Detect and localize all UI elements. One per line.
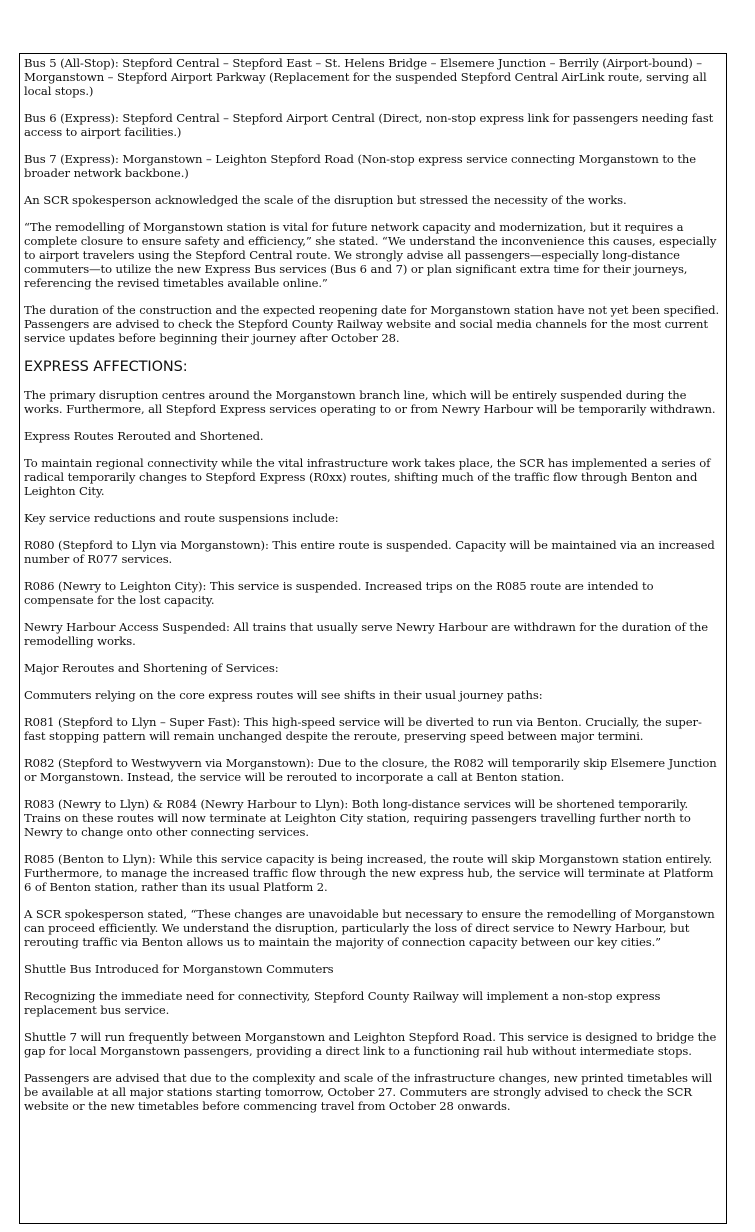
route-r083-r084: R083 (Newry to Llyn) & R084 (Newry Harbour to Llyn): Both long-distance services will be shortened temporarily. Trains on these routes will now terminate at Leighton City station, requiring passengers travelling further north to Newry to change onto other connecting services. (24, 797, 691, 839)
route-r082: R082 (Stepford to Westwyvern via Morganstown): Due to the closure, the R082 will temporarily skip Elsemere Junction or Morganstown. Instead, the service will be rerouted to incorporate a call at Benton station. (24, 756, 717, 784)
subheading-major-reroutes: Major Reroutes and Shortening of Services: (24, 661, 279, 675)
bus-5-route: Bus 5 (All-Stop): Stepford Central – Stepford East – St. Helens Bridge – Elsemere Junction – Berrily (Airport-bound) – Morganstown – Stepford Airport Parkway (Replacement for the suspended Stepford Central AirLink route, serving all local stops.) (24, 56, 707, 98)
subheading-rerouted: Express Routes Rerouted and Shortened. (24, 429, 264, 443)
spokesperson-quote: “The remodelling of Morganstown station is vital for future network capacity and modernization, but it requires a complete closure to ensure safety and efficiency,” she stated. “We understand the inconvenience this causes, especially to airport travelers using the Stepford Central route. We strongly advise all passengers—especially long-distance commuters—to utilize the new Express Bus services (Bus 6 and 7) or plan significant extra time for their journeys, referencing the revised timetables available online.” (24, 220, 717, 290)
primary-disruption: The primary disruption centres around the Morganstown branch line, which will be entirely suspended during the works. Furthermore, all Stepford Express services operating to or from Newry Harbour will be temporarily withdrawn. (24, 388, 716, 416)
section-heading: EXPRESS AFFECTIONS: (24, 359, 188, 375)
subheading-shuttle: Shuttle Bus Introduced for Morganstown Commuters (24, 962, 334, 976)
article-body (24, 56, 722, 1126)
route-r081: R081 (Stepford to Llyn – Super Fast): This high-speed service will be diverted to run via Benton. Crucially, the super-fast stopping pattern will remain unchanged despite the reroute, preserving speed between major termini. (24, 715, 702, 743)
route-r086: R086 (Newry to Leighton City): This service is suspended. Increased trips on the R085 route are intended to compensate for the lost capacity. (24, 579, 654, 607)
route-r085: R085 (Benton to Llyn): While this service capacity is being increased, the route will skip Morganstown station entirely. Furthermore, to manage the increased traffic flow through the new express hub, the service will terminate at Platform 6 of Benton station, rather than its usual Platform 2. (24, 852, 714, 894)
commuters-intro: Commuters relying on the core express routes will see shifts in their usual journey paths: (24, 688, 543, 702)
bus-7-route: Bus 7 (Express): Morganstown – Leighton Stepford Road (Non-stop express service connecting Morganstown to the broader network backbone.) (24, 152, 697, 180)
key-reductions-intro: Key service reductions and route suspensions include: (24, 511, 339, 525)
duration-notice: The duration of the construction and the expected reopening date for Morganstown station have not yet been specified. Passengers are advised to check the Stepford County Railway website and social media channels for the most current service updates before beginning their journey after October 28. (24, 303, 720, 345)
connectivity-paragraph: To maintain regional connectivity while the vital infrastructure work takes place, the SCR has implemented a series of radical temporarily changes to Stepford Express (R0xx) routes, shifting much of the traffic flow through Benton and Leighton City. (24, 456, 711, 498)
timetable-notice: Passengers are advised that due to the complexity and scale of the infrastructure changes, new printed timetables will be available at all major stations starting tomorrow, October 27. Commuters are strongly advised to check the SCR website or the new timetables before commencing travel from October 28 onwards. (24, 1071, 713, 1113)
route-r080: R080 (Stepford to Llyn via Morganstown): This entire route is suspended. Capacity will be maintained via an increased number of R077 services. (24, 538, 715, 566)
spokesperson-statement: A SCR spokesperson stated, “These changes are unavoidable but necessary to ensure the remodelling of Morganstown can proceed efficiently. We understand the disruption, particularly the loss of direct service to Newry Harbour, but rerouting traffic via Benton allows us to maintain the majority of connection capacity between our key cities.” (24, 907, 715, 949)
shuttle-intro: Recognizing the immediate need for connectivity, Stepford County Railway will implement a non-stop express replacement bus service. (24, 989, 661, 1017)
shuttle-7-details: Shuttle 7 will run frequently between Morganstown and Leighton Stepford Road. This service is designed to bridge the gap for local Morganstown passengers, providing a direct link to a functioning rail hub without intermediate stops. (24, 1030, 717, 1058)
newry-harbour-access: Newry Harbour Access Suspended: All trains that usually serve Newry Harbour are withdrawn for the duration of the remodelling works. (24, 620, 708, 648)
document-frame (19, 53, 727, 1224)
spokesperson-intro: An SCR spokesperson acknowledged the scale of the disruption but stressed the necessity of the works. (24, 193, 627, 207)
bus-6-route: Bus 6 (Express): Stepford Central – Stepford Airport Central (Direct, non-stop express link for passengers needing fast access to airport facilities.) (24, 111, 714, 139)
